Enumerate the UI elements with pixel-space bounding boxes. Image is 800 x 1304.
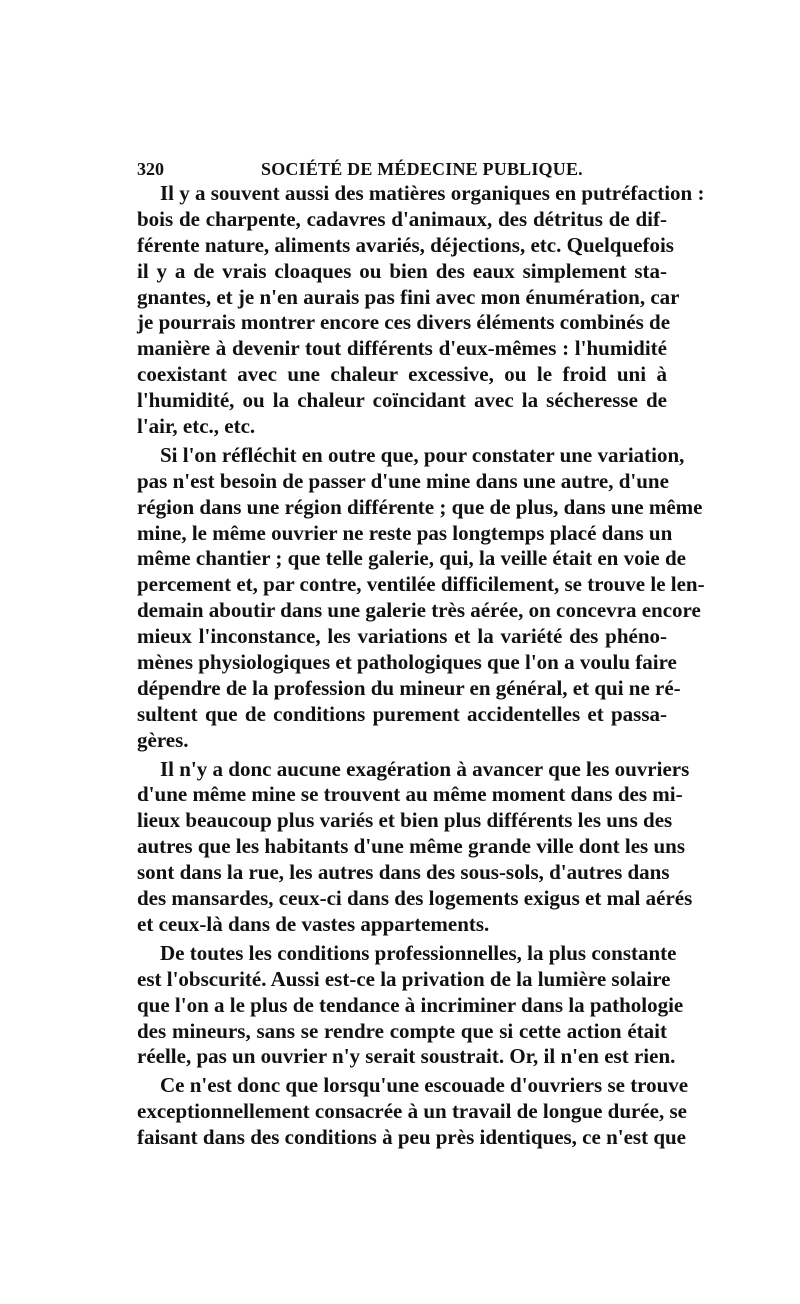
text-line: l'air, etc., etc.: [137, 414, 256, 439]
text-line: De toutes les conditions professionnelles, la plus constante: [160, 940, 677, 965]
text-line: coexistant avec une chaleur excessive, ou le froid uni à: [137, 362, 667, 387]
text-line: mine, le même ouvrier ne reste pas longtemps placé dans un: [137, 520, 673, 545]
text-line: autres que les habitants d'une même grande ville dont les uns: [137, 834, 685, 859]
paragraph: [137, 1073, 689, 1151]
text-line: Ce n'est donc que lorsqu'une escouade d'ouvriers se trouve: [160, 1073, 689, 1098]
text-line: mènes physiologiques et pathologiques que l'on a voulu faire: [137, 650, 677, 675]
text-line: férente nature, aliments avariés, déjections, etc. Quelquefois: [137, 232, 674, 257]
text-line: manière à devenir tout différents d'eux-mêmes : l'humidité: [137, 336, 667, 361]
text-line: sultent que de conditions purement accidentelles et passa-: [137, 701, 667, 726]
text-line: mieux l'inconstance, les variations et la variété des phéno-: [137, 624, 667, 649]
text-line: pas n'est besoin de passer d'une mine dans une autre, d'une: [137, 468, 669, 493]
paragraph: [137, 756, 693, 938]
text-line: que l'on a le plus de tendance à incriminer dans la pathologie: [137, 992, 684, 1017]
page-header: [137, 155, 667, 183]
running-title: SOCIÉTÉ DE MÉDECINE PUBLIQUE.: [261, 159, 583, 179]
text-line: exceptionnellement consacrée à un travail de longue durée, se: [137, 1099, 687, 1124]
text-line: sont dans la rue, les autres dans des sous-sols, d'autres dans: [137, 860, 670, 885]
text-line: demain aboutir dans une galerie très aérée, on concevra encore: [137, 598, 701, 623]
body-text: [137, 181, 705, 1154]
text-line: Si l'on réfléchit en outre que, pour constater une variation,: [160, 442, 685, 467]
text-line: et ceux-là dans de vastes appartements.: [137, 911, 490, 936]
text-line: gnantes, et je n'en aurais pas fini avec mon énumération, car: [137, 284, 680, 309]
text-line: gères.: [137, 727, 189, 752]
text-line: dépendre de la profession du mineur en général, et qui ne ré-: [137, 675, 681, 700]
text-line: région dans une région différente ; que de plus, dans une même: [137, 494, 703, 519]
text-line: Il y a souvent aussi des matières organiques en putréfaction :: [160, 181, 705, 205]
text-line: des mineurs, sans se rendre compte que si cette action était: [137, 1018, 667, 1043]
text-line: même chantier ; que telle galerie, qui, la veille était en voie de: [137, 546, 686, 571]
text-line: d'une même mine se trouvent au même moment dans des mi-: [137, 782, 683, 807]
text-line: Il n'y a donc aucune exagération à avancer que les ouvriers: [160, 756, 690, 781]
text-line: bois de charpente, cadavres d'animaux, des détritus de dif-: [137, 206, 667, 231]
text-line: est l'obscurité. Aussi est-ce la privation de la lumière solaire: [137, 966, 671, 991]
text-line: lieux beaucoup plus variés et bien plus différents les uns des: [137, 808, 673, 833]
text-line: faisant dans des conditions à peu près identiques, ce n'est que: [137, 1125, 687, 1150]
page-number: 320: [137, 159, 164, 179]
text-line: percement et, par contre, ventilée difficilement, se trouve le len-: [137, 572, 705, 597]
text-line: des mansardes, ceux-ci dans des logements exigus et mal aérés: [137, 886, 693, 911]
text-line: réelle, pas un ouvrier n'y serait soustrait. Or, il n'en est rien.: [137, 1044, 676, 1069]
text-line: il y a de vrais cloaques ou bien des eaux simplement sta-: [137, 258, 667, 283]
paragraph: [137, 181, 705, 440]
text-line: l'humidité, ou la chaleur coïncidant avec la sécheresse de: [137, 388, 667, 413]
paragraph: [137, 940, 684, 1070]
text-line: je pourrais montrer encore ces divers éléments combinés de: [137, 310, 671, 335]
paragraph: [137, 442, 705, 754]
